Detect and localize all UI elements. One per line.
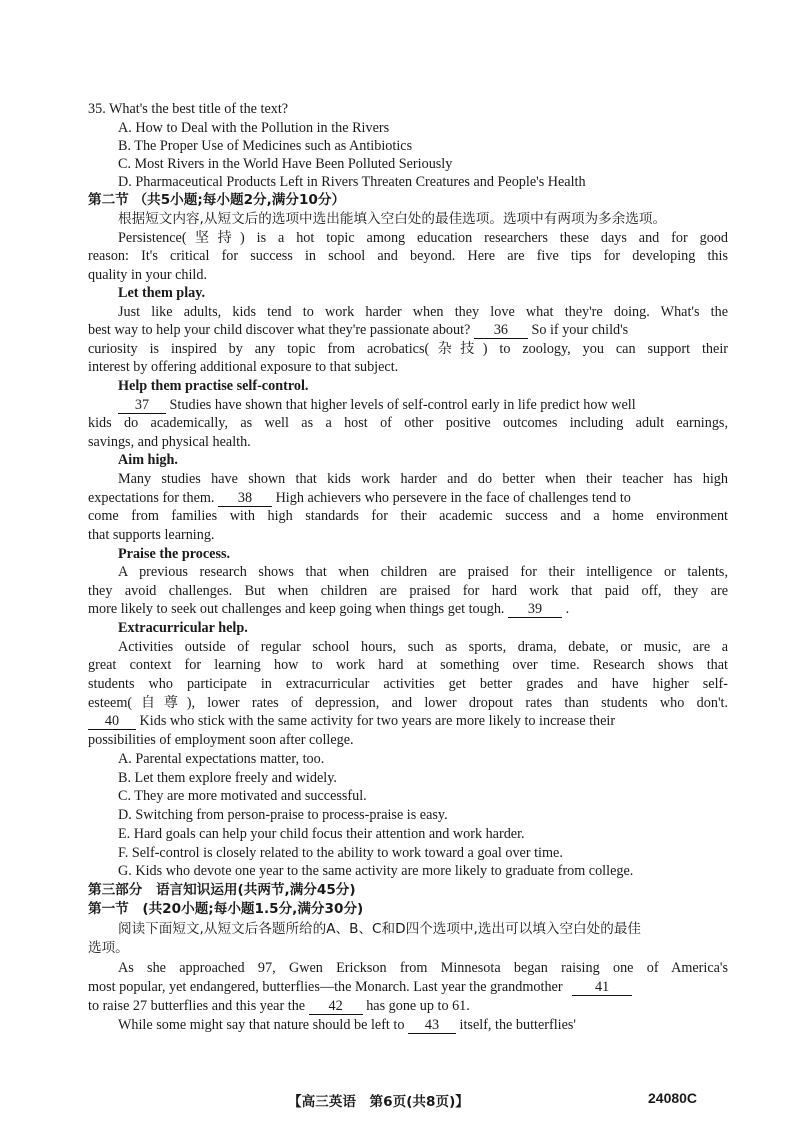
p1-line-3: curiosity is inspired by any topic from acrobatics(杂技) to zoology, you can support their: [88, 341, 728, 357]
page-footer-center: 【高三英语 第6页(共8页)】: [288, 1094, 469, 1110]
part3-instruction-1: 阅读下面短文,从短文后各题所给的A、B、C和D四个选项中,选出可以填入空白处的最佳: [118, 921, 642, 937]
p5-line-2: great context for learning how to work hard at something over time. Research shows that: [88, 657, 728, 673]
q35-option-b: B. The Proper Use of Medicines such as Antibiotics: [118, 138, 413, 154]
option-a: A. Parental expectations matter, too.: [118, 751, 325, 767]
heading-praise-process: Praise the process.: [118, 546, 231, 562]
blank-43: 43: [408, 1017, 456, 1034]
option-d: D. Switching from person-praise to process-praise is easy.: [118, 807, 448, 823]
p1-line-2b: So if your child's: [531, 322, 629, 338]
p6-line-1: As she approached 97, Gwen Erickson from Minnesota began raising one of America's: [118, 960, 728, 976]
p4-line-2: they avoid challenges. But when children are praised for hard work that paid off, they are: [88, 583, 728, 599]
heading-aim-high: Aim high.: [118, 452, 178, 468]
p5-line-3: students who participate in extracurricular activities get better grades and have higher self-: [88, 676, 728, 692]
p4-line-3-text: more likely to seek out challenges and keep going when things get tough.: [88, 601, 505, 617]
p2-line-2: kids do academically, as well as a host of other positive outcomes including adult earnings,: [88, 415, 728, 431]
blank-39: 39: [508, 601, 562, 618]
q35-option-d: D. Pharmaceutical Products Left in Rivers Threaten Creatures and People's Health: [118, 174, 586, 190]
p4-line-3: more likely to seek out challenges and keep going when things get tough. 39 .: [88, 601, 570, 617]
part3-heading: 第三部分 语言知识运用(共两节,满分45分): [88, 882, 356, 898]
blank-36: 36: [474, 322, 528, 339]
p6-line-2: [88, 978, 632, 997]
blank-38: 38: [218, 490, 272, 507]
section2-instruction: 根据短文内容,从短文后的选项中选出能填入空白处的最佳选项。选项中有两项为多余选项。: [118, 211, 667, 227]
q35-option-a: A. How to Deal with the Pollution in the Rivers: [118, 120, 390, 136]
p1-line-4: interest by offering additional exposure to that subject.: [88, 359, 399, 375]
part3-instruction-2: 选项。: [88, 940, 129, 956]
heading-let-them-play: Let them play.: [118, 285, 206, 301]
p3-line-3: come from families with high standards for their academic success and a home environment: [88, 508, 728, 524]
p6-line-3b: has gone up to 61.: [366, 998, 470, 1014]
p7-line-1b: itself, the butterflies': [459, 1017, 576, 1033]
p5-line-1: Activities outside of regular school hours, such as sports, drama, debate, or music, are a: [118, 639, 728, 655]
option-g: G. Kids who devote one year to the same activity are more likely to graduate from college.: [118, 863, 634, 879]
option-f: F. Self-control is closely related to the ability to work toward a goal over time.: [118, 845, 563, 861]
option-c: C. They are more motivated and successful.: [118, 788, 367, 804]
heading-extracurricular: Extracurricular help.: [118, 620, 248, 636]
option-e: E. Hard goals can help your child focus their attention and work harder.: [118, 826, 525, 842]
blank-40: 40: [88, 713, 136, 730]
p1-line-2a: best way to help your child discover what they're passionate about?: [88, 322, 471, 338]
page-footer-code: 24080C: [648, 1090, 698, 1106]
q35-stem: 35. What's the best title of the text?: [88, 101, 289, 117]
blank-37: 37: [118, 397, 166, 414]
part3-sub1: 第一节 (共20小题;每小题1.5分,满分30分): [88, 901, 364, 917]
p2-line-1-text: Studies have shown that higher levels of self-control early in life predict how well: [169, 397, 636, 413]
intro-line-2: reason: It's critical for success in school and beyond. Here are five tips for developing this: [88, 248, 728, 264]
q35-option-c: C. Most Rivers in the World Have Been Polluted Seriously: [118, 156, 453, 172]
p6-line-2-text: most popular, yet endangered, butterflies—the Monarch. Last year the grandmother: [88, 979, 563, 995]
p3-line-4: that supports learning.: [88, 527, 215, 543]
p3-line-1: Many studies have shown that kids work harder and do better when their teacher has high: [118, 471, 728, 487]
p2-line-3: savings, and physical health.: [88, 434, 251, 450]
p1-line-1: Just like adults, kids tend to work harder when they love what they're doing. What's the: [118, 304, 728, 320]
p5-line-5: [88, 712, 615, 731]
p6-line-3a: to raise 27 butterflies and this year the: [88, 998, 306, 1014]
section2-heading: 第二节 （共5小题;每小题2分,满分10分）: [88, 192, 346, 208]
p4-line-1: A previous research shows that when children are praised for their intelligence or talents,: [118, 564, 728, 580]
intro-line-3: quality in your child.: [88, 267, 208, 283]
p3-line-2a: expectations for them.: [88, 490, 215, 506]
p7-line-1a: While some might say that nature should be left to: [118, 1017, 405, 1033]
blank-41: 41: [572, 979, 632, 996]
p3-line-2b: High achievers who persevere in the face of challenges tend to: [275, 490, 631, 506]
p3-line-2: [88, 489, 631, 508]
p2-line-1: [118, 396, 636, 415]
p5-line-4: esteem(自尊), lower rates of depression, and lower dropout rates than students who don't.: [88, 695, 728, 711]
option-b: B. Let them explore freely and widely.: [118, 770, 337, 786]
p7-line-1: [118, 1016, 576, 1035]
intro-line-1: Persistence(坚持) is a hot topic among education researchers these days and for good: [118, 230, 728, 246]
p5-line-5-text: Kids who stick with the same activity for two years are more likely to increase their: [139, 713, 616, 729]
heading-self-control: Help them practise self-control.: [118, 378, 309, 394]
p5-line-6: possibilities of employment soon after college.: [88, 732, 354, 748]
blank-42: 42: [309, 998, 363, 1015]
p1-line-2: [88, 321, 628, 340]
p6-line-3: [88, 997, 470, 1016]
